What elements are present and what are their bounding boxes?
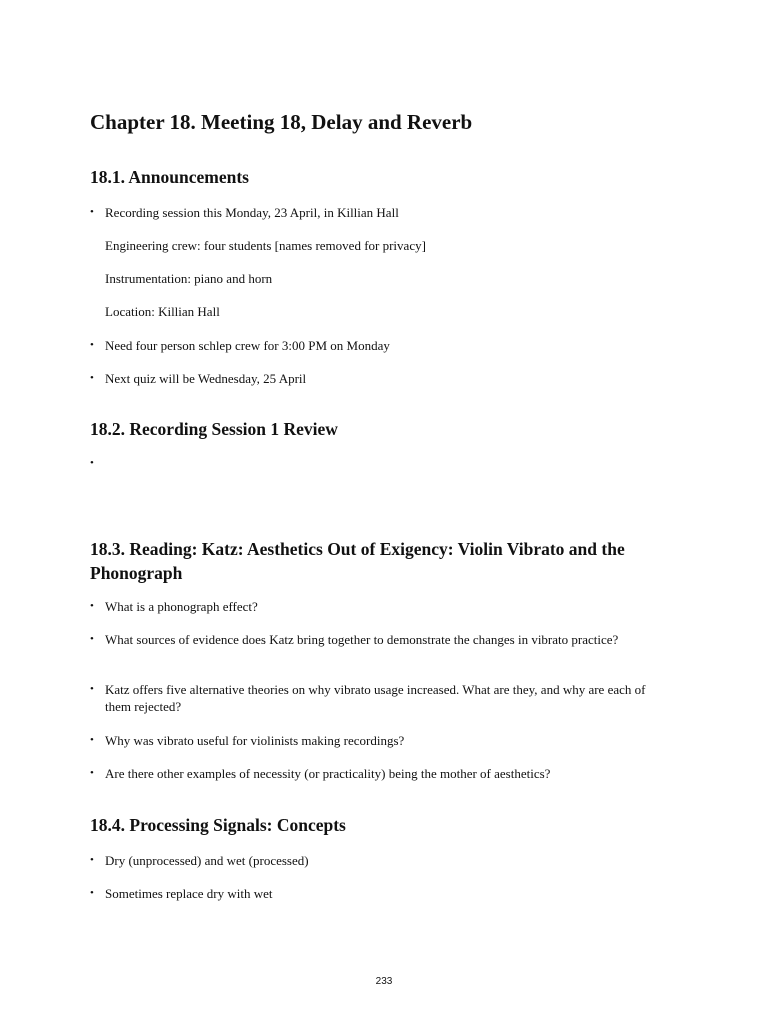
list-item: [90, 598, 650, 615]
bullet-icon: •: [90, 633, 94, 645]
list-item-text: Katz offers five alternative theories on why vibrato usage increased. What are they, and why are each of them rejected?: [105, 682, 646, 714]
sub-paragraph: Engineering crew: four students [names removed for privacy]: [105, 238, 426, 253]
list-item: [90, 885, 650, 902]
sub-paragraph: Location: Killian Hall: [105, 304, 220, 319]
list-item-text: Are there other examples of necessity (or practicality) being the mother of aesthetics?: [105, 766, 551, 781]
bullet-icon: •: [90, 767, 94, 779]
bullet-icon: •: [90, 206, 94, 218]
bullet-icon: •: [90, 372, 94, 384]
list-item: [90, 204, 650, 221]
page-number: 233: [375, 976, 393, 987]
list-item-text: Sometimes replace dry with wet: [105, 886, 273, 901]
sub-paragraph: Instrumentation: piano and horn: [105, 271, 273, 286]
bullet-icon: •: [90, 854, 94, 866]
bullet-icon: •: [90, 734, 94, 746]
bullet-icon: •: [90, 600, 94, 612]
bullet-icon: •: [90, 457, 94, 469]
list-item-text: Recording session this Monday, 23 April, in Killian Hall: [105, 205, 399, 220]
section-heading-recording-review: 18.2. Recording Session 1 Review: [90, 419, 338, 439]
list-item-text: What is a phonograph effect?: [105, 599, 258, 614]
section-heading-processing-signals: 18.4. Processing Signals: Concepts: [90, 815, 346, 835]
bullet-icon: •: [90, 339, 94, 351]
chapter-title: Chapter 18. Meeting 18, Delay and Reverb: [90, 110, 473, 134]
bullet-icon: •: [90, 683, 94, 695]
section-heading-reading: 18.3. Reading: Katz: Aesthetics Out of Exigency: Violin Vibrato and the Phonograph: [90, 539, 625, 583]
list-item: [90, 852, 650, 869]
list-item: [90, 337, 650, 354]
bullet-icon: •: [90, 887, 94, 899]
list-item: [90, 732, 650, 749]
list-item: [90, 631, 650, 648]
list-item-text: Need four person schlep crew for 3:00 PM on Monday: [105, 338, 390, 353]
list-item-text: Why was vibrato useful for violinists making recordings?: [105, 733, 405, 748]
list-item: [90, 370, 650, 387]
list-item-text: What sources of evidence does Katz bring together to demonstrate the changes in vibrato practice?: [105, 632, 619, 647]
list-item: [90, 765, 650, 782]
list-item-text: Dry (unprocessed) and wet (processed): [105, 853, 309, 868]
list-item-text: Next quiz will be Wednesday, 25 April: [105, 371, 307, 386]
section-heading-announcements: 18.1. Announcements: [90, 167, 249, 187]
list-item: [90, 681, 650, 715]
